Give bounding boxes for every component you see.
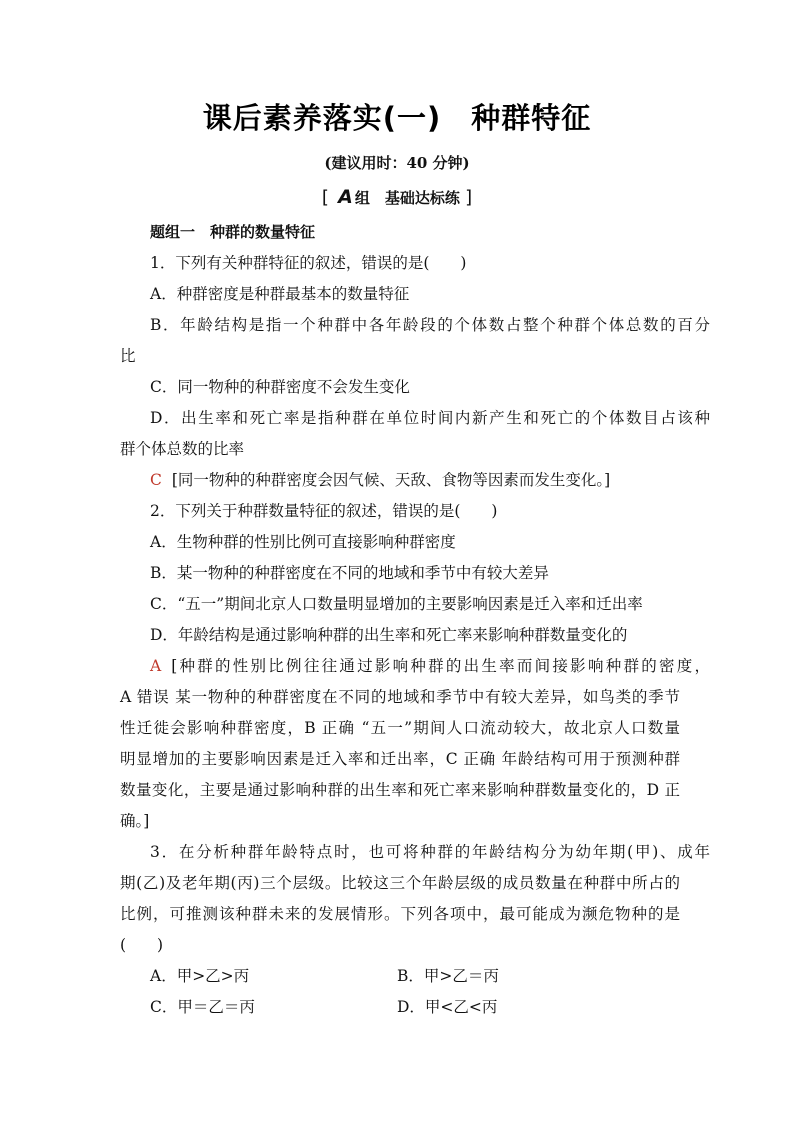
bracket-close: ] xyxy=(465,187,473,208)
q1-answer: C xyxy=(150,471,162,489)
q3-stem-4: ( ) xyxy=(120,936,164,954)
q3-option-c: C．甲＝乙＝丙 xyxy=(150,998,255,1016)
bracket-open: [ xyxy=(321,187,329,208)
q3-option-b: B．甲>乙＝丙 xyxy=(397,967,499,985)
q3-stem-3: 比例，可推测该种群未来的发展情形。下列各项中，最可能成为濒危物种的是 xyxy=(120,905,680,923)
q1-option-d: D．出生率和死亡率是指种群在单位时间内新产生和死亡的个体数目占该种 xyxy=(150,409,710,427)
suggested-time: (建议用时：40 分钟) xyxy=(324,154,470,172)
group-heading xyxy=(0,186,794,208)
title-main: 课后素养落实(一) xyxy=(202,101,442,135)
group-badge: A xyxy=(338,186,353,208)
q1-explanation: [同一物种的种群密度会因气候、天敌、食物等因素而发生变化。] xyxy=(171,471,611,489)
q2-stem: 2．下列关于种群数量特征的叙述，错误的是( ) xyxy=(150,502,498,520)
q1-option-b-cont: 比 xyxy=(120,347,136,365)
q1-option-b: B．年龄结构是指一个种群中各年龄段的个体数占整个种群个体总数的百分 xyxy=(150,316,710,334)
q2-answer-line xyxy=(120,656,710,676)
title-topic: 种群特征 xyxy=(471,101,592,135)
q1-option-c: C．同一物种的种群密度不会发生变化 xyxy=(150,378,410,396)
q1-answer-line xyxy=(120,470,710,490)
q2-explanation-6: 确。] xyxy=(120,812,150,830)
q2-option-c: C．“五一”期间北京人口数量明显增加的主要影响因素是迁入率和迁出率 xyxy=(150,595,643,613)
q3-stem-2: 期(乙)及老年期(丙)三个层级。比较这三个年龄层级的成员数量在种群中所占的 xyxy=(120,874,680,892)
q2-explanation-2: A 错误 某一物种的种群密度在不同的地域和季节中有较大差异，如鸟类的季节 xyxy=(120,688,680,706)
q1-option-a: A．种群密度是种群最基本的数量特征 xyxy=(150,285,410,303)
section-heading: 题组一 种群的数量特征 xyxy=(150,223,316,241)
q3-option-d: D．甲<乙<丙 xyxy=(397,998,498,1016)
q1-stem: 1．下列有关种群特征的叙述，错误的是( ) xyxy=(150,254,467,272)
q2-explanation-4: 明显增加的主要影响因素是迁入率和迁出率，C 正确 年龄结构可用于预测种群 xyxy=(120,750,680,768)
page-title xyxy=(0,96,794,137)
q2-explanation-5: 数量变化，主要是通过影响种群的出生率和死亡率来影响种群数量变化的，D 正 xyxy=(120,781,680,799)
q2-answer: A xyxy=(150,657,162,675)
q2-option-a: A．生物种群的性别比例可直接影响种群密度 xyxy=(150,533,456,551)
q2-explanation-1: [种群的性别比例往往通过影响种群的出生率而间接影响种群的密度， xyxy=(171,657,710,675)
q3-stem-1: 3．在分析种群年龄特点时，也可将种群的年龄结构分为幼年期(甲)、成年 xyxy=(150,843,710,861)
q2-option-d: D．年龄结构是通过影响种群的出生率和死亡率来影响种群数量变化的 xyxy=(150,626,628,644)
group-label: 组 基础达标练 xyxy=(354,189,460,207)
q3-option-a: A．甲>乙>丙 xyxy=(150,967,250,985)
q2-option-b: B．某一物种的种群密度在不同的地域和季节中有较大差异 xyxy=(150,564,549,582)
q1-option-d-cont: 群个体总数的比率 xyxy=(120,440,245,458)
q2-explanation-3: 性迁徙会影响种群密度，B 正确 “五一”期间人口流动较大，故北京人口数量 xyxy=(120,719,680,737)
